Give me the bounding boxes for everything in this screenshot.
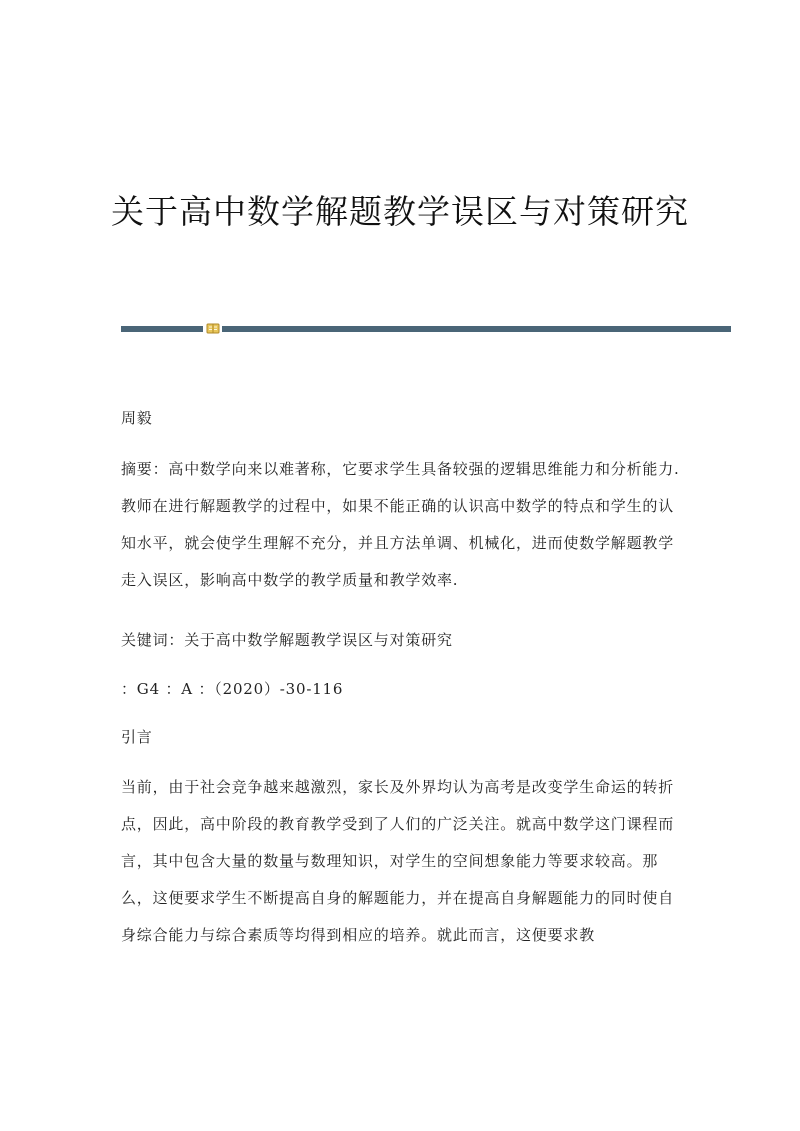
classification-line: ：G4 ：A ：（2020）-30-116 — [121, 680, 344, 698]
title-divider — [121, 325, 731, 332]
divider-bar-left — [121, 326, 203, 332]
keywords-line: 关键词：关于高中数学解题教学误区与对策研究 — [121, 631, 453, 649]
section-heading-introduction: 引言 — [121, 728, 153, 746]
abstract-paragraph: 摘要：高中数学向来以难著称，它要求学生具备较强的逻辑思维能力和分析能力.教师在进行解题教学的过程中，如果不能正确的认识高中数学的特点和学生的认知水平，就会使学生理解不充分，并且方法单调、机械化，进而使数学解题教学走入误区，影响高中数学的教学质量和教学效率. — [121, 460, 680, 589]
divider-bar-right — [222, 326, 731, 332]
document-title: 关于高中数学解题教学误区与对策研究 — [111, 192, 689, 231]
introduction-paragraph: 当前，由于社会竞争越来越激烈，家长及外界均认为高考是改变学生命运的转折点，因此，高中阶段的教育教学受到了人们的广泛关注。就高中数学这门课程而言，其中包含大量的数量与数理知识，对学生的空间想象能力等要求较高。那么，这便要求学生不断提高自身的解题能力，并在提高自身解题能力的同时使自身综合能力与综合素质等均得到相应的培养。就此而言，这便要求教 — [121, 778, 675, 944]
author-name: 周毅 — [121, 409, 153, 427]
book-icon — [206, 323, 220, 334]
